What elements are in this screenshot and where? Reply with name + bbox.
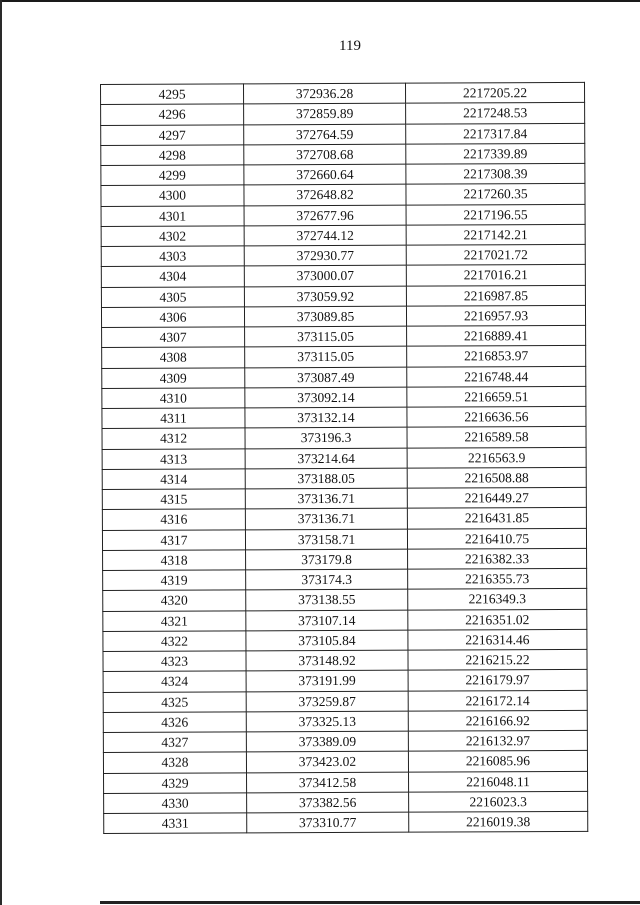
coordinate-table-body [101,82,588,833]
table-row [103,670,587,692]
x-coordinate-cell: 373136.71 [245,508,407,529]
table-row [101,123,585,145]
point-number-cell: 4321 [103,610,246,631]
table-row [102,467,586,489]
scan-top-edge [0,0,640,2]
y-coordinate-cell: 2216023.3 [409,791,588,812]
table-row [102,406,586,428]
point-number-cell: 4307 [102,327,245,348]
x-coordinate-cell: 373132.14 [245,407,407,428]
x-coordinate-cell: 373000.07 [244,265,406,286]
x-coordinate-cell: 372936.28 [244,83,406,104]
y-coordinate-cell: 2216085.96 [408,751,587,772]
x-coordinate-cell: 373138.55 [246,589,408,610]
point-number-cell: 4329 [104,772,247,793]
point-number-cell: 4315 [102,489,245,510]
table-row [102,447,586,469]
y-coordinate-cell: 2216351.02 [408,609,587,630]
x-coordinate-cell: 372648.82 [244,184,406,205]
point-number-cell: 4310 [102,388,245,409]
y-coordinate-cell: 2216957.93 [406,305,585,326]
x-coordinate-cell: 373196.3 [245,427,407,448]
point-number-cell: 4319 [103,570,246,591]
y-coordinate-cell: 2216449.27 [407,487,586,508]
point-number-cell: 4327 [103,732,246,753]
table-row [103,730,587,752]
y-coordinate-cell: 2217016.21 [406,265,585,286]
point-number-cell: 4301 [101,205,244,226]
table-row [103,649,587,671]
table-row [103,568,587,590]
table-row [102,427,586,449]
x-coordinate-cell: 373382.56 [247,792,409,813]
point-number-cell: 4298 [101,145,244,166]
point-number-cell: 4322 [103,631,246,652]
table-row [102,346,586,368]
point-number-cell: 4331 [104,813,247,834]
point-number-cell: 4302 [101,226,244,247]
y-coordinate-cell: 2217142.21 [406,224,585,245]
table-row [102,386,586,408]
x-coordinate-cell: 373188.05 [245,468,407,489]
x-coordinate-cell: 373423.02 [246,751,408,772]
table-row [104,791,588,813]
y-coordinate-cell: 2216563.9 [407,447,586,468]
x-coordinate-cell: 373105.84 [246,630,408,651]
x-coordinate-cell: 372764.59 [244,124,406,145]
table-row [103,751,587,773]
x-coordinate-cell: 372708.68 [244,144,406,165]
y-coordinate-cell: 2217205.22 [405,82,584,103]
y-coordinate-cell: 2217339.89 [406,143,585,164]
point-number-cell: 4323 [103,651,246,672]
y-coordinate-cell: 2216987.85 [406,285,585,306]
point-number-cell: 4309 [102,367,245,388]
coordinate-table-container [100,82,587,834]
table-row [103,690,587,712]
table-row [101,163,585,185]
y-coordinate-cell: 2216019.38 [409,811,588,832]
point-number-cell: 4306 [101,307,244,328]
x-coordinate-cell: 373148.92 [246,650,408,671]
y-coordinate-cell: 2217196.55 [406,204,585,225]
y-coordinate-cell: 2217248.53 [406,103,585,124]
point-number-cell: 4313 [102,448,245,469]
x-coordinate-cell: 373310.77 [247,812,409,833]
table-row [103,609,587,631]
y-coordinate-cell: 2216215.22 [408,649,587,670]
point-number-cell: 4320 [103,590,246,611]
point-number-cell: 4318 [103,550,246,571]
x-coordinate-cell: 372660.64 [244,164,406,185]
x-coordinate-cell: 372744.12 [244,225,406,246]
scan-bottom-edge [100,901,640,904]
y-coordinate-cell: 2216659.51 [407,386,586,407]
x-coordinate-cell: 373214.64 [245,448,407,469]
x-coordinate-cell: 373089.85 [244,306,406,327]
table-row [104,771,588,793]
table-row [104,811,588,833]
x-coordinate-cell: 373325.13 [246,711,408,732]
y-coordinate-cell: 2216349.3 [408,589,587,610]
page-number: 119 [339,38,361,54]
coordinate-table [100,82,588,834]
x-coordinate-cell: 373107.14 [246,610,408,631]
point-number-cell: 4325 [103,691,246,712]
x-coordinate-cell: 373059.92 [244,286,406,307]
x-coordinate-cell: 373092.14 [245,387,407,408]
point-number-cell: 4326 [103,712,246,733]
x-coordinate-cell: 373115.05 [245,346,407,367]
table-row [101,103,585,125]
table-row [101,265,585,287]
y-coordinate-cell: 2216636.56 [407,406,586,427]
y-coordinate-cell: 2216179.97 [408,670,587,691]
point-number-cell: 4299 [101,165,244,186]
point-number-cell: 4300 [101,185,244,206]
point-number-cell: 4297 [101,124,244,145]
x-coordinate-cell: 373179.8 [246,549,408,570]
table-row [102,487,586,509]
x-coordinate-cell: 373389.09 [246,731,408,752]
point-number-cell: 4305 [101,286,244,307]
y-coordinate-cell: 2217317.84 [406,123,585,144]
point-number-cell: 4330 [104,793,247,814]
table-row [101,244,585,266]
y-coordinate-cell: 2216410.75 [407,528,586,549]
point-number-cell: 4312 [102,428,245,449]
table-row [101,285,585,307]
x-coordinate-cell: 372859.89 [244,103,406,124]
y-coordinate-cell: 2217260.35 [406,184,585,205]
table-row [101,305,585,327]
y-coordinate-cell: 2216748.44 [407,366,586,387]
y-coordinate-cell: 2216132.97 [408,730,587,751]
scan-left-edge [0,0,2,905]
x-coordinate-cell: 373259.87 [246,691,408,712]
point-number-cell: 4303 [101,246,244,267]
point-number-cell: 4314 [102,469,245,490]
x-coordinate-cell: 373412.58 [247,772,409,793]
x-coordinate-cell: 373115.05 [245,326,407,347]
point-number-cell: 4308 [102,347,245,368]
y-coordinate-cell: 2216166.92 [408,710,587,731]
table-row [101,204,585,226]
table-row [103,589,587,611]
point-number-cell: 4324 [103,671,246,692]
point-number-cell: 4317 [102,529,245,550]
y-coordinate-cell: 2216508.88 [407,467,586,488]
point-number-cell: 4296 [101,104,244,125]
y-coordinate-cell: 2216589.58 [407,427,586,448]
y-coordinate-cell: 2216889.41 [407,325,586,346]
y-coordinate-cell: 2216048.11 [409,771,588,792]
x-coordinate-cell: 372677.96 [244,205,406,226]
table-row [103,710,587,732]
x-coordinate-cell: 372930.77 [244,245,406,266]
y-coordinate-cell: 2216382.33 [408,548,587,569]
x-coordinate-cell: 373158.71 [245,529,407,550]
table-row [101,143,585,165]
x-coordinate-cell: 373174.3 [246,569,408,590]
x-coordinate-cell: 373191.99 [246,670,408,691]
y-coordinate-cell: 2216853.97 [407,346,586,367]
table-row [102,528,586,550]
table-row [102,325,586,347]
point-number-cell: 4316 [102,509,245,530]
y-coordinate-cell: 2216431.85 [407,508,586,529]
x-coordinate-cell: 373136.71 [245,488,407,509]
point-number-cell: 4311 [102,408,245,429]
table-row [103,548,587,570]
point-number-cell: 4295 [101,84,244,105]
point-number-cell: 4328 [103,752,246,773]
point-number-cell: 4304 [101,266,244,287]
y-coordinate-cell: 2216355.73 [408,568,587,589]
y-coordinate-cell: 2217021.72 [406,244,585,265]
table-row [101,184,585,206]
table-row [102,366,586,388]
x-coordinate-cell: 373087.49 [245,367,407,388]
y-coordinate-cell: 2216172.14 [408,690,587,711]
table-row [102,508,586,530]
y-coordinate-cell: 2216314.46 [408,629,587,650]
y-coordinate-cell: 2217308.39 [406,163,585,184]
table-row [101,82,585,104]
table-row [101,224,585,246]
table-row [103,629,587,651]
